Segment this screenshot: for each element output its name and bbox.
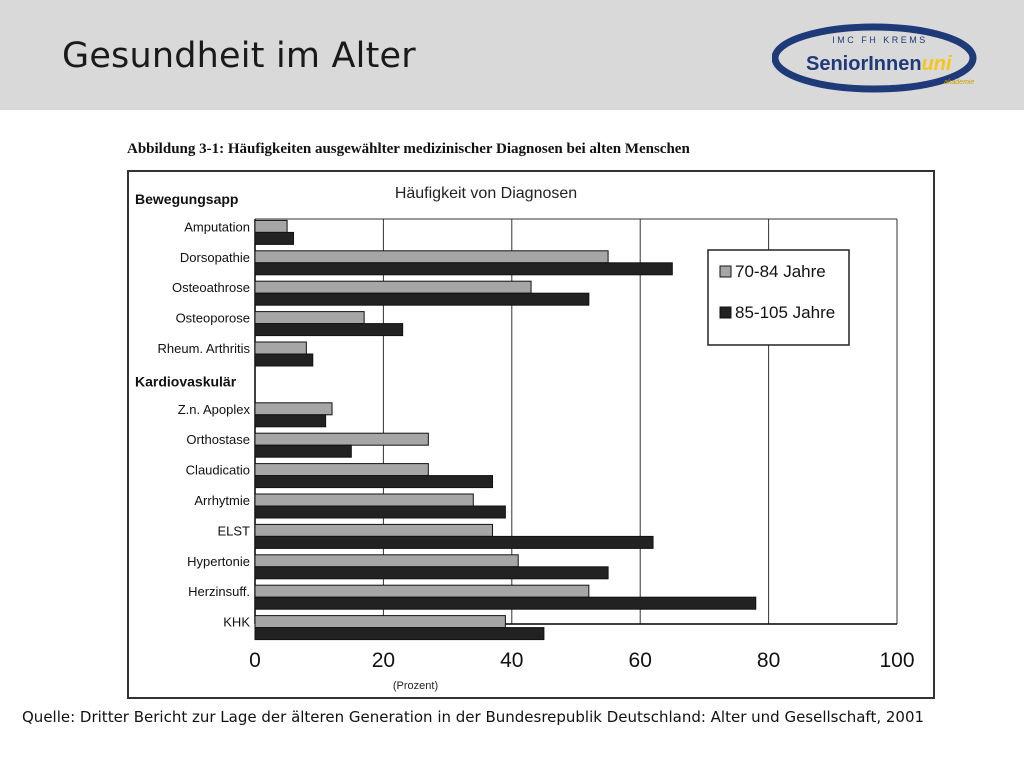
bar: [255, 232, 294, 244]
x-tick-label: 60: [628, 649, 652, 672]
bar: [255, 464, 428, 476]
bar: [255, 536, 653, 548]
bar: [255, 251, 608, 263]
bar: [255, 354, 313, 366]
bar: [255, 476, 493, 488]
bar: [255, 433, 428, 445]
category-label: Osteoporose: [175, 310, 250, 326]
category-label: Rheum. Arthritis: [157, 341, 250, 356]
group-label: Kardiovaskulär: [135, 373, 237, 390]
bar: [255, 628, 544, 640]
bar: [255, 281, 531, 293]
category-label: Z.n. Apoplex: [177, 401, 250, 417]
category-label: Orthostase: [186, 432, 250, 448]
logo: [772, 18, 978, 98]
bar: [255, 415, 326, 427]
bar-chart: [127, 170, 935, 701]
bar: [255, 506, 505, 518]
bar: [255, 555, 518, 567]
group-label: Bewegungsapp: [135, 191, 239, 207]
bar: [255, 524, 493, 536]
bar: [255, 293, 589, 305]
x-tick-label: 20: [371, 649, 396, 672]
bar: [255, 312, 364, 324]
category-label: ELST: [217, 523, 250, 539]
x-tick-label: 100: [879, 649, 915, 672]
bar: [255, 616, 505, 628]
category-label: Claudicatio: [185, 462, 250, 478]
source-text: Quelle: Dritter Bericht zur Lage der älteren Generation in der Bundesrepublik Deutschland: Alter und Gesellschaft, 2001: [22, 708, 925, 726]
logo-sub-text: akademie: [944, 79, 975, 86]
legend-swatch: [720, 307, 731, 318]
bar: [255, 494, 473, 506]
bar: [255, 445, 351, 457]
x-tick-label: 40: [500, 649, 524, 672]
bar: [255, 220, 287, 232]
x-tick-label: 80: [756, 649, 781, 672]
slide-title: Gesundheit im Alter: [62, 36, 416, 76]
category-label: Arrhytmie: [194, 493, 250, 508]
bar: [255, 585, 589, 597]
category-label: Amputation: [184, 219, 250, 235]
legend-label: 70-84 Jahre: [735, 262, 826, 281]
category-label: KHK: [223, 614, 250, 630]
x-axis-label: (Prozent): [392, 680, 439, 692]
category-label: Herzinsuff.: [188, 584, 250, 600]
logo-main-text: SeniorInnenuni: [806, 53, 952, 75]
figure-caption: Abbildung 3-1: Häufigkeiten ausgewählter medizinischer Diagnosen bei alten Menschen: [127, 141, 690, 157]
category-label: Dorsopathie: [179, 249, 250, 265]
category-label: Hypertonie: [187, 553, 250, 569]
bar: [255, 342, 306, 354]
bar: [255, 597, 756, 609]
logo-top-text: IMC FH KREMS: [832, 35, 928, 45]
bar: [255, 403, 332, 415]
bar: [255, 324, 403, 336]
chart-title: Häufigkeit von Diagnosen: [394, 185, 578, 202]
bar: [255, 263, 672, 275]
legend-label: 85-105 Jahre: [735, 303, 836, 322]
x-tick-label: 0: [249, 649, 261, 672]
bar: [255, 567, 608, 579]
category-label: Osteoathrose: [171, 280, 250, 296]
legend-swatch: [720, 266, 731, 277]
